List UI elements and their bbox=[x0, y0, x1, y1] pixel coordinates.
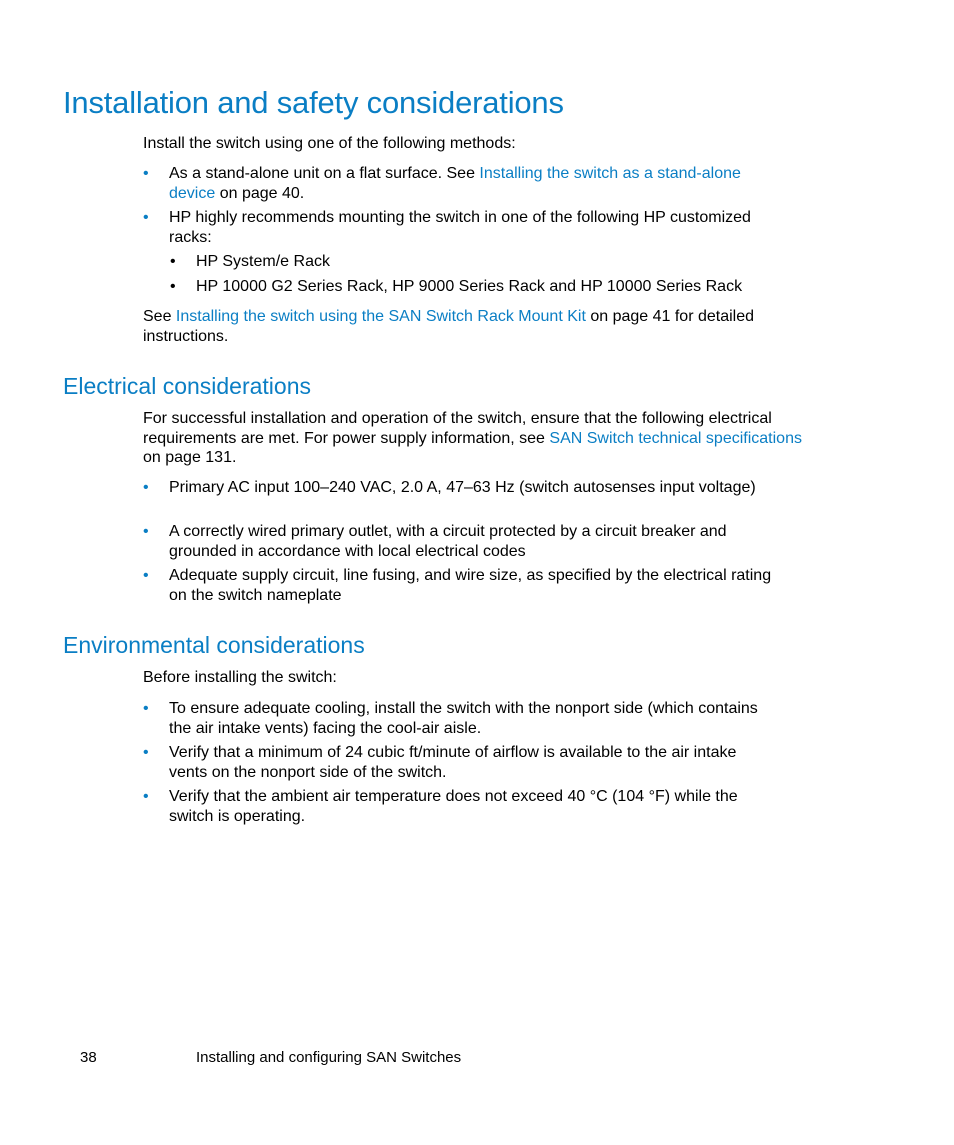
electrical-heading: Electrical considerations bbox=[63, 373, 312, 399]
bullet-text: HP highly recommends mounting the switch in one of the following HP customized racks: bbox=[169, 209, 751, 246]
page-number: 38 bbox=[80, 1049, 97, 1066]
bullet-text: A correctly wired primary outlet, with a circuit protected by a circuit breaker and grounded in accordance with local electrical codes bbox=[169, 523, 727, 560]
bullet-icon: • bbox=[143, 788, 149, 805]
bullet-text: Adequate supply circuit, line fusing, and wire size, as specified by the electrical rating on the switch nameplate bbox=[169, 567, 772, 604]
bullet-icon: • bbox=[143, 165, 149, 182]
sub-bullet-icon: • bbox=[170, 253, 176, 270]
bullet-icon: • bbox=[143, 209, 149, 226]
bullet-icon: • bbox=[143, 744, 149, 761]
environmental-intro: Before installing the switch: bbox=[143, 669, 337, 686]
bullet-text: To ensure adequate cooling, install the switch with the nonport side (which contains the air intake vents) facing the cool-air aisle. bbox=[169, 700, 758, 737]
sub-item-text: HP System/e Rack bbox=[196, 253, 330, 270]
electrical-intro: For successful installation and operation of the switch, ensure that the following electrical requirements are met. For power supply information, see SAN Switch technical specifications on page 131. bbox=[143, 410, 802, 466]
bullet-text: Verify that the ambient air temperature does not exceed 40 °C (104 °F) while the switch is operating. bbox=[169, 788, 738, 825]
bullet-text: As a stand-alone unit on a flat surface. See Installing the switch as a stand-alone device on page 40. bbox=[169, 165, 741, 202]
bullet-text: Primary AC input 100–240 VAC, 2.0 A, 47–63 Hz (switch autosenses input voltage) bbox=[169, 479, 756, 496]
sub-item-text: HP 10000 G2 Series Rack, HP 9000 Series Rack and HP 10000 Series Rack bbox=[196, 278, 743, 295]
bullet-text: Verify that a minimum of 24 cubic ft/minute of airflow is available to the air intake vents on the nonport side of the switch. bbox=[169, 744, 737, 781]
technical-specifications-link[interactable]: SAN Switch technical specifications bbox=[549, 429, 802, 447]
bullet-icon: • bbox=[143, 479, 149, 496]
page-title: Installation and safety considerations bbox=[63, 85, 564, 120]
bullet-icon: • bbox=[143, 700, 149, 717]
install-intro: Install the switch using one of the following methods: bbox=[143, 135, 516, 152]
install-see-paragraph: See Installing the switch using the SAN Switch Rack Mount Kit on page 41 for detailed instructions. bbox=[143, 308, 755, 345]
environmental-heading: Environmental considerations bbox=[63, 632, 365, 658]
footer-book-title: Installing and configuring SAN Switches bbox=[196, 1049, 462, 1066]
sub-bullet-icon: • bbox=[170, 278, 176, 295]
rack-mount-kit-link[interactable]: Installing the switch using the SAN Switch Rack Mount Kit bbox=[175, 308, 586, 325]
standalone-install-link[interactable]: Installing the switch as a stand-alone device bbox=[169, 165, 741, 202]
bullet-icon: • bbox=[143, 567, 149, 584]
bullet-icon: • bbox=[143, 523, 149, 540]
